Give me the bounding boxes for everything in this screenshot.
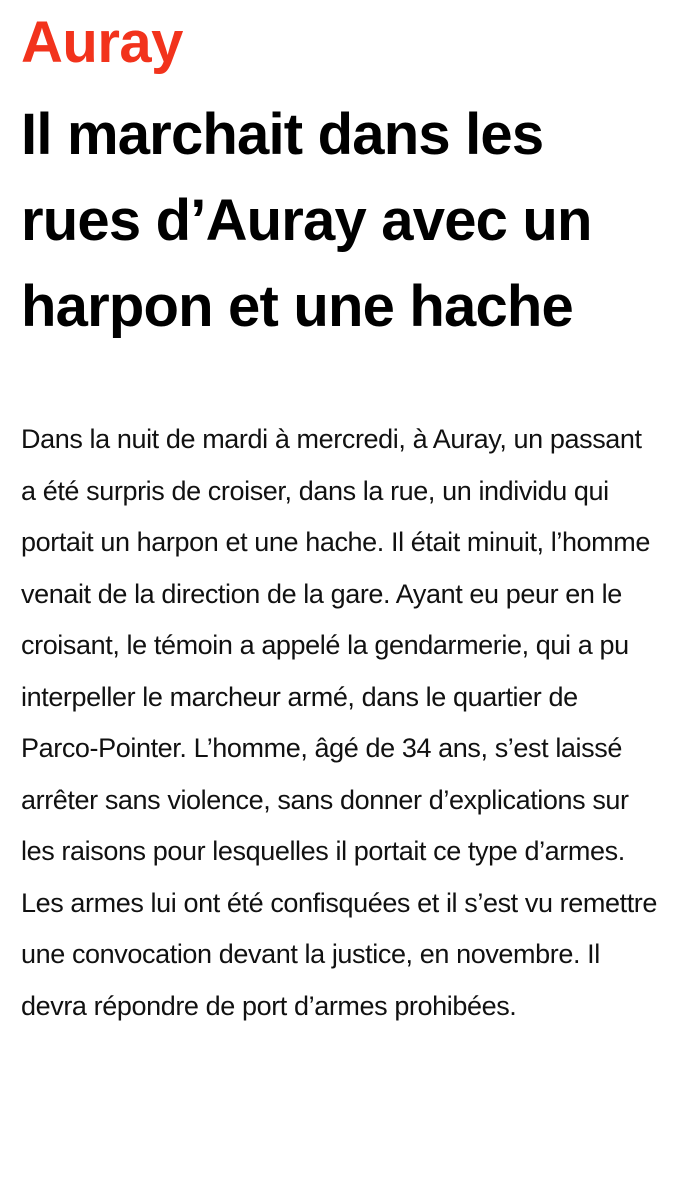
section-kicker[interactable]: Auray: [21, 10, 183, 75]
article-body: Dans la nuit de mardi à mercredi, à Auray, un passant a été surpris de croiser, dans la rue, un individu qui portait un harpon et une hache. Il était minuit, l’homme venait de la direction de la gare. Ayant eu peur en le croisant, le témoin a appelé la gendarmerie, qui a pu interpeller le marcheur armé, dans le quartier de Parco-Pointer. L’homme, âgé de 34 ans, s’est laissé arrêter sans violence, sans donner d’explications sur les raisons pour lesquelles il portait ce type d’armes. Les armes lui ont été confisquées et il s’est vu remettre une convocation devant la justice, en novembre. Il devra répondre de port d’armes prohibées.: [21, 424, 658, 1021]
article-headline: Il marchait dans les rues d’Auray avec un harpon et une hache: [21, 102, 592, 339]
article: [0, 10, 678, 1032]
